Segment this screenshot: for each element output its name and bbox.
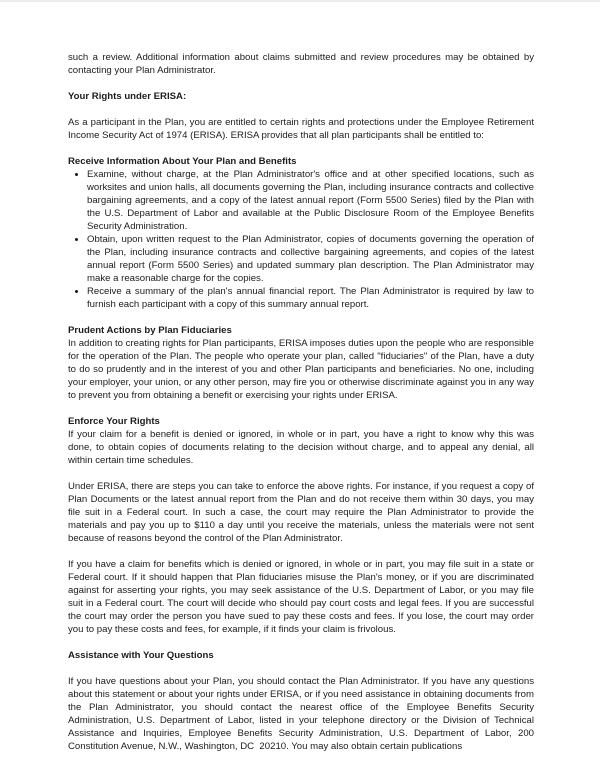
- paragraph-prudent-actions: In addition to creating rights for Plan participants, ERISA imposes duties upon the people who are responsible for the operation of the Plan. The people who operate your plan, called "fiduciaries" of the Plan, have a duty to do so prudently and in the interest of you and other Plan participants and beneficiaries. No one, including your employer, your union, or any other person, may fire you or otherwise discriminate against you in any way to prevent you from obtaining a benefit or exercising your rights under ERISA.: [68, 338, 534, 401]
- bullet-obtain-copies: • Obtain, upon written request to the Plan Administrator, copies of documents governing the operation of the Plan, including insurance contracts and collective bargaining agreements, and copies of the latest annual report (Form 5500 Series) and updated summary plan description. The Plan Administrator may make a reasonable charge for the copies.: [87, 233, 534, 285]
- heading-assistance-with-questions: Assistance with Your Questions: [68, 650, 214, 661]
- paragraph-rights-intro: As a participant in the Plan, you are entitled to certain rights and protections under the Employee Retirement Income Security Act of 1974 (ERISA). ERISA provides that all plan participants shall be entitled to:: [68, 117, 534, 141]
- heading-enforce-your-rights: Enforce Your Rights: [68, 416, 160, 427]
- heading-receive-information: Receive Information About Your Plan and Benefits: [68, 156, 297, 167]
- heading-your-rights-under-erisa: Your Rights under ERISA:: [68, 91, 187, 102]
- receive-info-bullet-list: [68, 168, 534, 311]
- paragraph-file-suit: If you have a claim for benefits which is denied or ignored, in whole or in part, you may file suit in a state or Federal court. If it should happen that Plan fiduciaries misuse the Plan's money, or if you are discriminated against for asserting your rights, you may seek assistance of the U.S. Department of Labor, or you may file suit in a Federal court. The court will decide who should pay court costs and legal fees. If you are successful the court may order the person you have sued to pay these costs and fees. If you lose, the court may order you to pay these costs and fees, for example, if it finds your claim is frivolous.: [68, 559, 534, 635]
- bullet-receive-summary: • Receive a summary of the plan's annual financial report. The Plan Administrator is required by law to furnish each participant with a copy of this summary annual report.: [87, 285, 534, 311]
- paragraph-claim-denied: If your claim for a benefit is denied or ignored, in whole or in part, you have a right to know why this was done, to obtain copies of documents relating to the decision without charge, and to appeal any denial, all within certain time schedules.: [68, 429, 534, 466]
- bullet-examine-documents: • Examine, without charge, at the Plan Administrator's office and at other specified locations, such as worksites and union halls, all documents governing the Plan, including insurance contracts and collective bargaining agreements, and a copy of the latest annual report (Form 5500 Series) filed by the Plan with the U.S. Department of Labor and available at the Public Disclosure Room of the Employee Benefits Security Administration.: [87, 168, 534, 233]
- paragraph-enforce-steps: Under ERISA, there are steps you can take to enforce the above rights. For instance, if you request a copy of Plan Documents or the latest annual report from the Plan and do not receive them within 30 days, you may file suit in a Federal court. In such a case, the court may require the Plan Administrator to provide the materials and pay you up to $110 a day until you receive the materials, unless the materials were not sent because of reasons beyond the control of the Plan Administrator.: [68, 481, 534, 544]
- page-top-edge: [0, 0, 600, 2]
- paragraph-claims-review-continuation: such a review. Additional information about claims submitted and review procedures may be obtained by contacting your Plan Administrator.: [68, 52, 534, 76]
- heading-prudent-actions: Prudent Actions by Plan Fiduciaries: [68, 325, 232, 336]
- paragraph-assistance: If you have questions about your Plan, you should contact the Plan Administrator. If you have any questions about this statement or about your rights under ERISA, or if you need assistance in obtaining documents from the Plan Administrator, you should contact the nearest office of the Employee Benefits Security Administration, U.S. Department of Labor, listed in your telephone directory or the Division of Technical Assistance and Inquiries, Employee Benefits Security Administration, U.S. Department of Labor, 200 Constitution Avenue, N.W., Washington, DC 20210. You may also obtain certain publications: [68, 676, 534, 752]
